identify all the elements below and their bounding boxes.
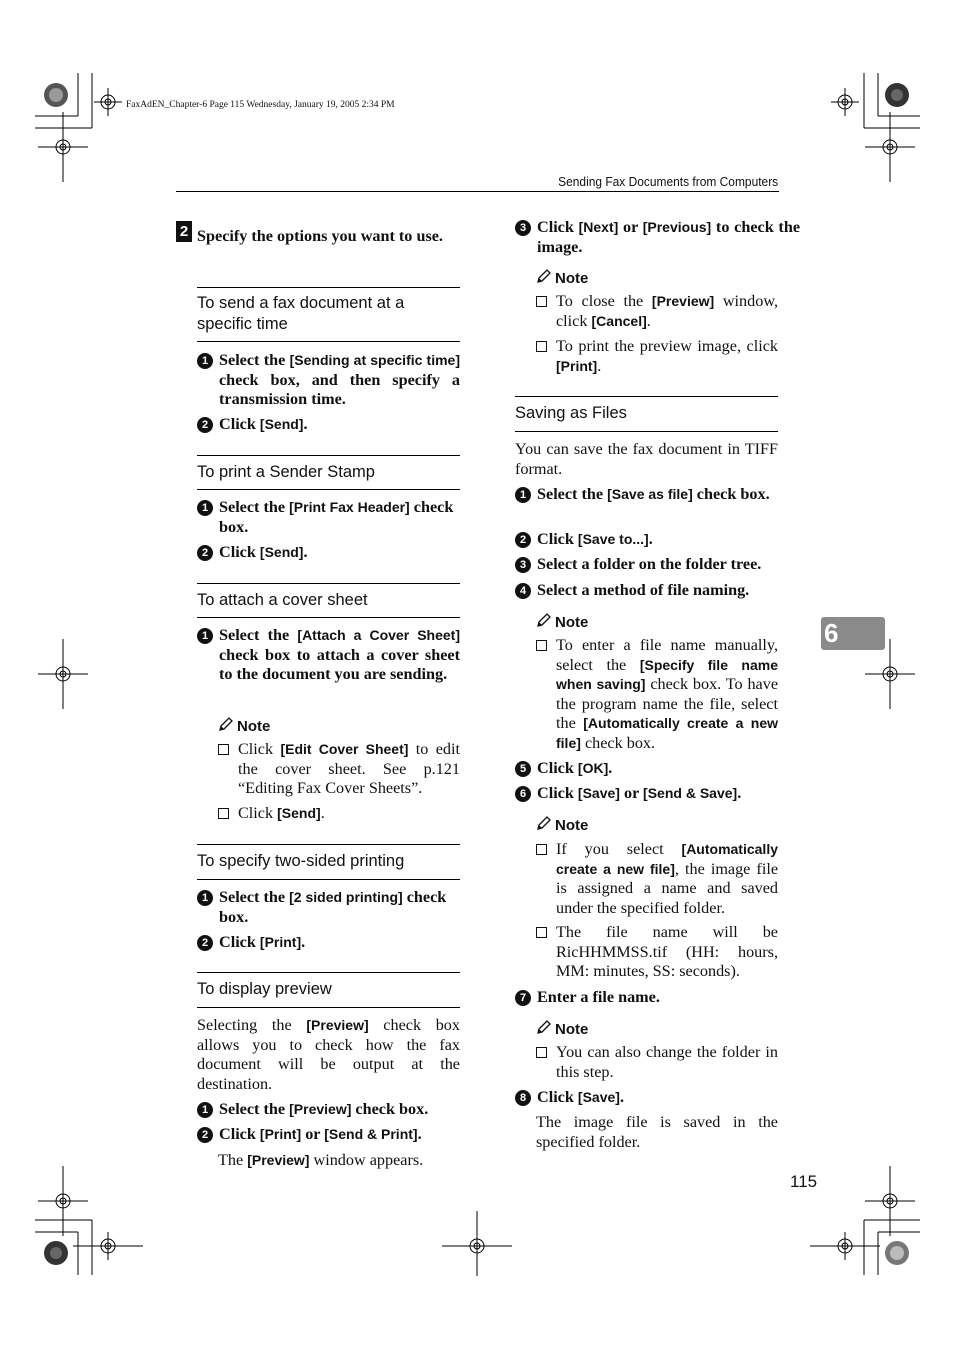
note-item: Click [Send]. — [218, 804, 460, 824]
print-slug: FaxAdEN_Chapter-6 Page 115 Wednesday, January 19, 2005 2:34 PM — [126, 100, 395, 110]
note-item: To print the preview image, click [Print]. — [536, 337, 778, 376]
checkbox-bullet-icon — [536, 640, 547, 651]
checkbox-bullet-icon — [536, 341, 547, 352]
list-item: 2 Click [Send]. — [197, 415, 460, 435]
section-rule — [197, 583, 460, 584]
section-rule — [197, 341, 460, 342]
section-rule — [197, 972, 460, 973]
list-item: 1 Select the [Attach a Cover Sheet] check box to attach a cover sheet to the document you are sending. — [197, 626, 460, 685]
note-heading: Note — [536, 816, 588, 834]
list-item: 4 Select a method of file naming. — [515, 581, 800, 601]
list-item: 1 Select the [Save as file] check box. — [515, 485, 778, 505]
section-title-saving-files: Saving as Files — [515, 404, 627, 422]
list-item: 2 Click [Send]. — [197, 543, 460, 563]
ui-label: [Sending at specific time] — [289, 352, 460, 368]
note-item: Click [Edit Cover Sheet] to edit the cover sheet. See p.121 “Editing Fax Cover Sheets”. — [218, 740, 460, 799]
section-title-two-sided: To specify two-sided printing — [197, 852, 405, 870]
pencil-note-icon — [536, 816, 552, 831]
list-item: 3 Click [Next] or [Previous] to check the image. — [515, 218, 800, 257]
step-number: 1 — [197, 353, 213, 369]
list-item: 8 Click [Save]. — [515, 1088, 800, 1108]
note-item: You can also change the folder in this step. — [536, 1043, 778, 1082]
step-badge: 2 — [176, 221, 192, 242]
pencil-note-icon — [536, 1020, 552, 1035]
note-item: To enter a file name manually, select the [Specify file name when saving] check box. To have the program name the file, select the [Automatically create a new file] check box. — [536, 636, 778, 754]
note-item: If you select [Automatically create a new file], the image file is assigned a name and saved under the specified folder. — [536, 840, 778, 918]
list-item: 7 Enter a file name. — [515, 988, 800, 1008]
result-text: The [Preview] window appears. — [218, 1151, 424, 1169]
section-rule — [197, 617, 460, 618]
list-item: 1 Select the [Print Fax Header] check box. — [197, 498, 460, 537]
section-rule — [197, 879, 460, 880]
list-item: 1 Select the [Preview] check box. — [197, 1100, 482, 1120]
note-heading: Note — [536, 613, 588, 631]
section-title-preview: To display preview — [197, 980, 332, 998]
checkbox-bullet-icon — [536, 296, 547, 307]
note-item: To close the [Preview] window, click [Cancel]. — [536, 292, 778, 331]
note-heading: Note — [218, 717, 270, 735]
section-rule — [515, 396, 778, 397]
list-item: 5 Click [OK]. — [515, 759, 800, 779]
checkbox-bullet-icon — [536, 1047, 547, 1058]
checkbox-bullet-icon — [218, 744, 229, 755]
note-heading: Note — [536, 269, 588, 287]
section-rule — [197, 287, 460, 288]
list-item: 3 Select a folder on the folder tree. — [515, 555, 800, 575]
checkbox-bullet-icon — [536, 927, 547, 938]
list-item: 1 Select the [Sending at specific time] check box, and then specify a transmission time. — [197, 351, 460, 410]
pencil-note-icon — [536, 613, 552, 628]
note-heading: Note — [536, 1020, 588, 1038]
list-item: 1 Select the [2 sided printing] check box. — [197, 888, 460, 927]
list-item: 2 Click [Print]. — [197, 933, 460, 953]
page-number: 115 — [790, 1172, 818, 1191]
pencil-note-icon — [218, 717, 234, 732]
running-head: Sending Fax Documents from Computers — [557, 174, 778, 189]
header-rule — [176, 191, 779, 192]
section-title-sender-stamp: To print a Sender Stamp — [197, 463, 375, 481]
checkbox-bullet-icon — [218, 808, 229, 819]
list-item: 6 Click [Save] or [Send & Save]. — [515, 784, 800, 804]
section-rule — [197, 844, 460, 845]
list-item: 2 Click [Save to...]. — [515, 530, 800, 550]
pencil-note-icon — [536, 269, 552, 284]
step-number: 2 — [197, 417, 213, 433]
section-rule — [515, 431, 778, 432]
checkbox-bullet-icon — [536, 844, 547, 855]
section-rule — [197, 455, 460, 456]
step-intro: Specify the options you want to use. — [197, 227, 443, 245]
note-item: The file name will be RicHHMMSS.tif (HH: hours, MM: minutes, SS: seconds). — [536, 923, 778, 982]
body-paragraph: Selecting the [Preview] check box allows you to check how the fax document will be output at the destination. — [197, 1016, 460, 1093]
chapter-tab: 6 — [821, 617, 885, 650]
section-title-specific-time: To send a fax document at a specific time — [197, 294, 405, 333]
list-item: 2 Click [Print] or [Send & Print]. — [197, 1125, 482, 1145]
section-rule — [197, 489, 460, 490]
result-text: The image file is saved in the specified folder. — [536, 1113, 778, 1151]
section-title-cover-sheet: To attach a cover sheet — [197, 591, 368, 609]
body-paragraph: You can save the fax document in TIFF format. — [515, 440, 778, 478]
section-rule — [197, 1007, 460, 1008]
